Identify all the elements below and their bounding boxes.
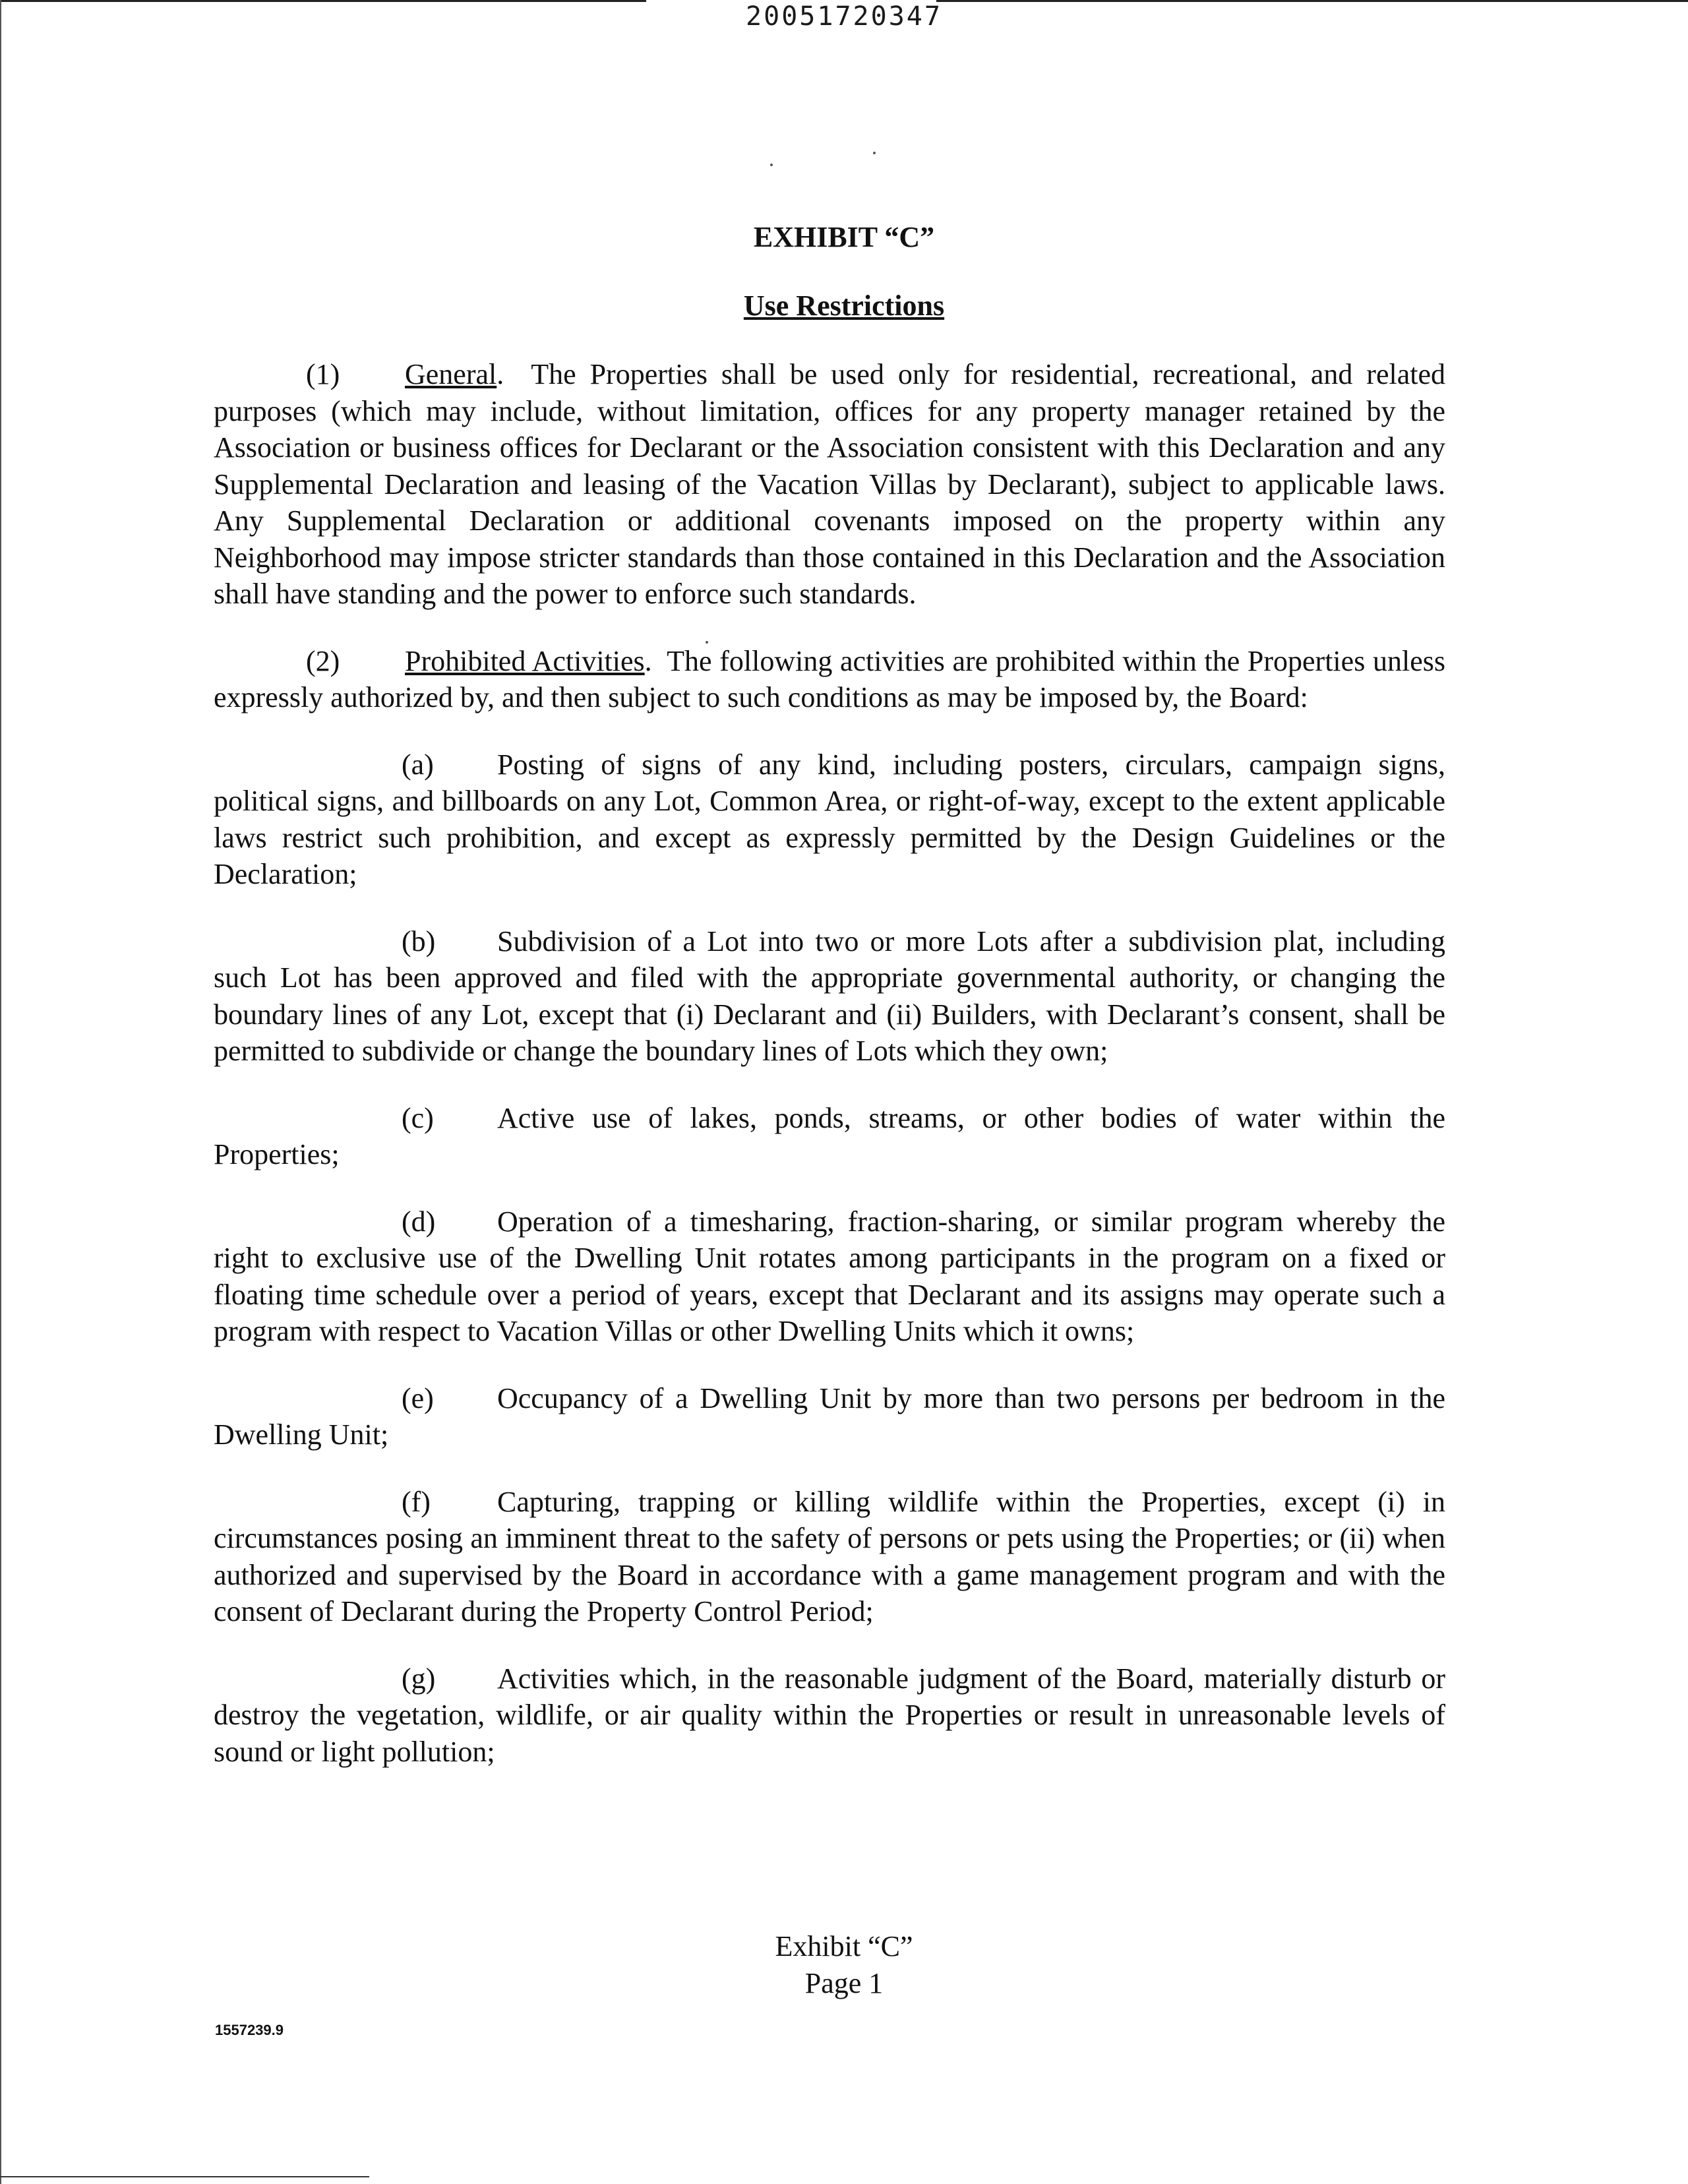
scan-edge-left [0, 0, 1, 2184]
recording-stamp-number: 20051720347 [746, 1, 942, 32]
page-footer [0, 1928, 1688, 2002]
list-item [214, 1660, 1445, 1771]
item-letter: (e) [402, 1381, 434, 1414]
item-letter: (b) [402, 925, 436, 957]
item-text: Occupancy of a Dwelling Unit by more than two persons per bedroom in the Dwelling Unit; [214, 1381, 1445, 1451]
section-text: The Properties shall be used only for residential, recreational, and related purposes (which may include, without limitation, offices for any property manager retained by the Association or business offices for Declarant or the Association consistent with this Declaration and any Supplemental Declaration and leasing of the Vacation Villas by Declarant), subject to applicable laws. Any Supplemental Declaration or additional covenants imposed on the property within any Neighborhood may impose stricter standards than those contained in this Declaration and the Association shall have standing and the power to enforce such standards. [214, 358, 1445, 610]
item-letter: (f) [402, 1485, 431, 1518]
section-heading: Prohibited Activities [405, 644, 645, 677]
item-text: Subdivision of a Lot into two or more Lots after a subdivision plat, including such Lot has been approved and filed with the appropriate governmental authority, or changing the boundary lines of any Lot, except that (i) Declarant and (ii) Builders, with Declarant’s consent, shall be permitted to subdivide or change the boundary lines of Lots which they own; [214, 925, 1445, 1067]
footer-exhibit-label: Exhibit “C” [775, 1930, 913, 1962]
list-item [214, 1484, 1445, 1630]
section-subtitle: Use Restrictions [743, 289, 945, 322]
list-item [214, 1380, 1445, 1453]
item-text: Operation of a timesharing, fraction-sharing, or similar program whereby the right to exclusive use of the Dwelling Unit rotates among participants in the program on a fixed or floating time schedule over a period of years, except that Declarant and its assigns may operate such a program with respect to Vacation Villas or other Dwelling Units which it owns; [214, 1205, 1445, 1347]
scan-speck [770, 164, 773, 166]
section-number: (1) [306, 358, 340, 390]
list-item [214, 923, 1445, 1070]
item-letter: (a) [402, 748, 434, 781]
footer-page-number: Page 1 [804, 1967, 884, 1999]
list-item [214, 1203, 1445, 1350]
section-heading: General [405, 358, 497, 390]
section-general: (1) General. The Properties shall be used only for residential, recreational, and related purposes (which may include, without limitation, offices for any property manager retained by the Association or business offices for Declarant or the Association consistent with this Declaration and any Supplemental Declaration and leasing of the Vacation Villas by Declarant), subject to applicable laws. Any Supplemental Declaration or additional covenants imposed on the property within any Neighborhood may impose stricter standards than those contained in this Declaration and the Association shall have standing and the power to enforce such standards. [214, 356, 1445, 613]
item-text: Activities which, in the reasonable judgment of the Board, materially disturb or destroy the vegetation, wildlife, or air quality within the Properties or result in unreasonable levels of sound or light pollution; [214, 1662, 1445, 1768]
item-letter: (c) [402, 1101, 434, 1134]
item-letter: (g) [402, 1662, 436, 1695]
scan-edge-bottom [0, 2176, 369, 2177]
item-text: Capturing, trapping or killing wildlife within the Properties, except (i) in circumstances posing an imminent threat to the safety of persons or pets using the Properties; or (ii) when authorized and supervised by the Board in accordance with a game management program and with the consent of Declarant during the Property Control Period; [214, 1485, 1445, 1627]
list-item [214, 746, 1445, 893]
list-item [214, 1100, 1445, 1173]
document-body [214, 356, 1445, 1800]
section-number: (2) [306, 644, 340, 677]
exhibit-title: EXHIBIT “C” [753, 221, 935, 253]
section-text: The following activities are prohibited within the Properties unless expressly authorized by, and then subject to such conditions as may be imposed by, the Board: [214, 644, 1445, 713]
item-text: Posting of signs of any kind, including posters, circulars, campaign signs, political signs, and billboards on any Lot, Common Area, or right-of-way, except to the extent applicable laws restrict such prohibition, and except as expressly permitted by the Design Guidelines or the Declaration; [214, 748, 1445, 890]
section-prohibited-activities: (2) Prohibited Activities. The following activities are prohibited within the Properties unless expressly authorized by, and then subject to such conditions as may be imposed by, the Board: [214, 643, 1445, 716]
item-text: Active use of lakes, ponds, streams, or other bodies of water within the Properties; [214, 1101, 1445, 1170]
document-number: 1557239.9 [215, 2022, 284, 2038]
scan-speck [873, 152, 876, 154]
item-letter: (d) [402, 1205, 436, 1238]
